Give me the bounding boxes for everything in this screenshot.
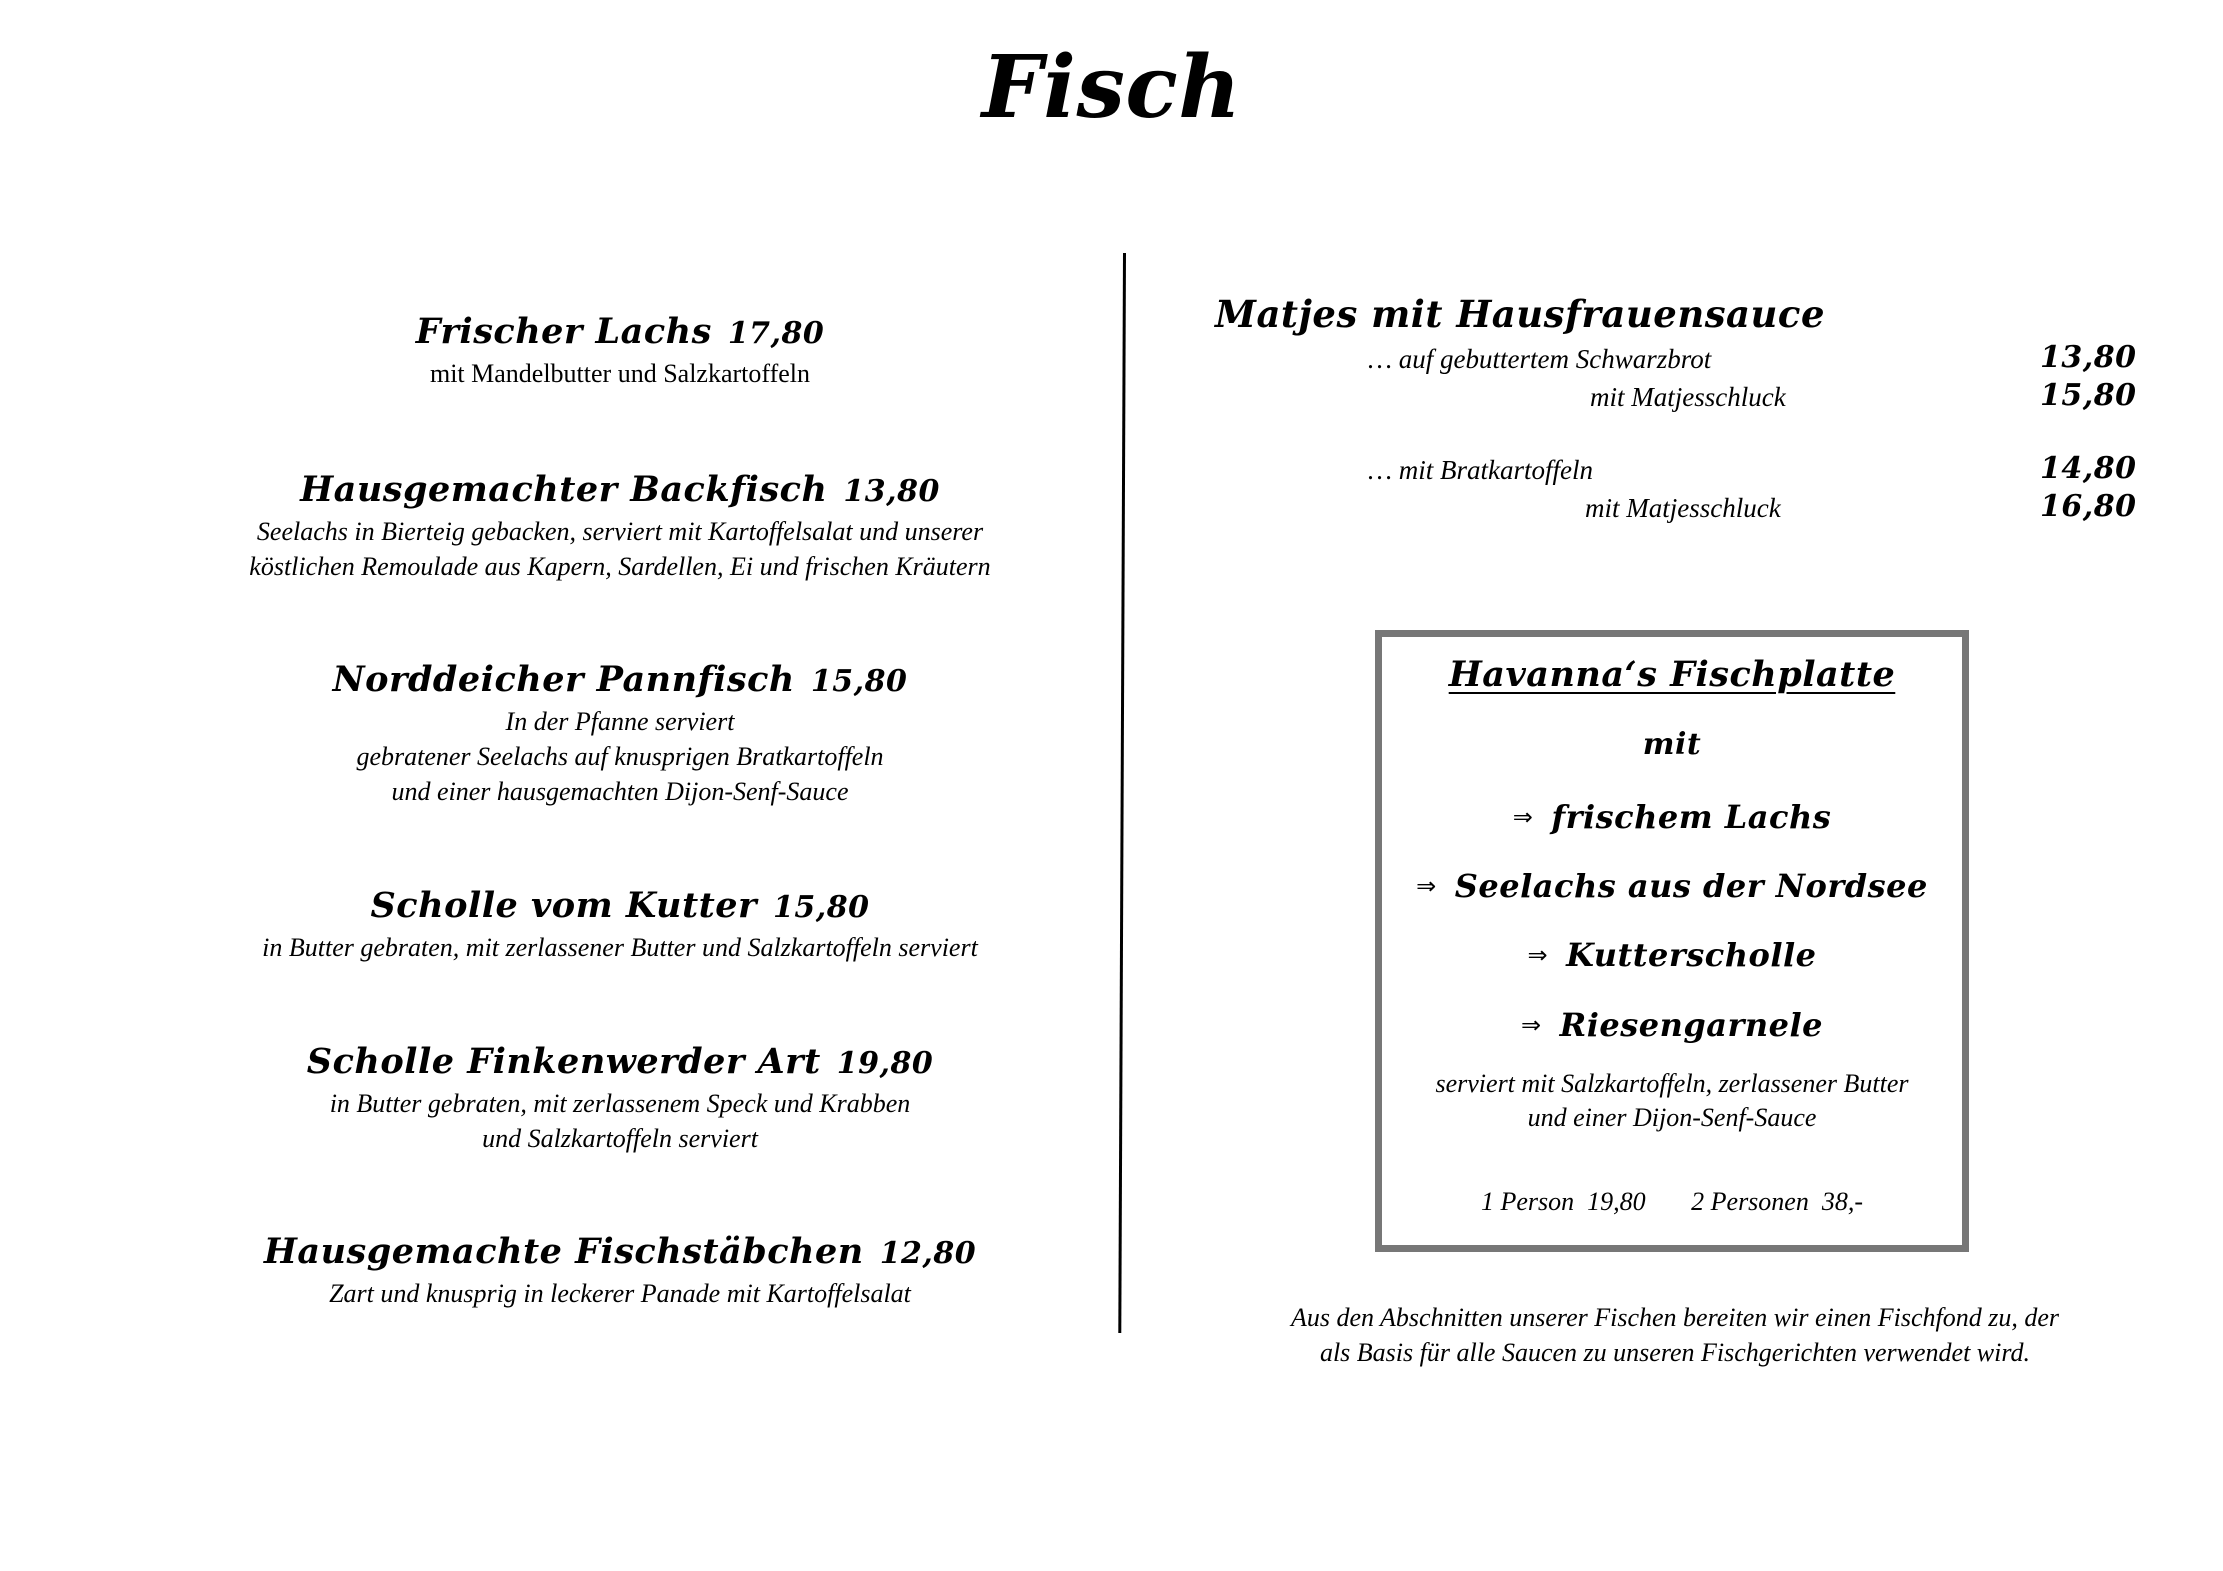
fischplatte-description	[1382, 1067, 1962, 1135]
dish-name: Hausgemachter Backfisch	[300, 469, 828, 510]
footnote-line: als Basis für alle Saucen zu unseren Fischgerichten verwendet wird.	[1319, 1338, 2031, 1367]
matjes-section	[1215, 290, 2135, 338]
dish-description: Seelachs in Bierteig gebacken, serviert mit Kartoffelsalat und unserer	[256, 517, 984, 546]
dish-description: Zart und knusprig in leckerer Panade mit Kartoffelsalat	[329, 1279, 911, 1308]
arrow-right-icon: ⇒	[1512, 803, 1534, 831]
matjes-option-price: 15,80	[2040, 378, 2137, 413]
dish-name: Scholle Finkenwerder Art	[306, 1041, 821, 1082]
dish-price: 15,80	[810, 664, 908, 699]
dish-pannfisch	[180, 658, 1060, 809]
dish-price: 17,80	[727, 316, 825, 351]
matjes-option-label: mit Matjesschluck	[1590, 382, 1786, 412]
footnote-line: Aus den Abschnitten unserer Fischen bereiten wir einen Fischfond zu, der	[1290, 1303, 2060, 1332]
dish-backfisch	[180, 468, 1060, 584]
matjes-title: Matjes mit Hausfrauensauce	[1215, 292, 1826, 336]
fischplatte-item	[1382, 933, 1962, 977]
dish-name: Frischer Lachs	[415, 311, 712, 352]
dish-name: Scholle vom Kutter	[370, 885, 757, 926]
dish-description: in Butter gebraten, mit zerlassener Butter und Salzkartoffeln serviert	[262, 933, 978, 962]
column-divider	[1118, 253, 1126, 1333]
dish-price: 15,80	[773, 890, 870, 925]
fischplatte-item-label: Kutterscholle	[1566, 936, 1817, 974]
matjes-option-label: mit Matjesschluck	[1585, 493, 1781, 523]
matjes-option-price: 14,80	[2040, 451, 2137, 486]
fischplatte-description-line: serviert mit Salzkartoffeln, zerlassener Butter	[1435, 1069, 1909, 1098]
matjes-option-label: … auf gebuttertem Schwarzbrot	[1368, 344, 1712, 374]
fischplatte-box	[1375, 630, 1969, 1252]
dish-description: und einer hausgemachten Dijon-Senf-Sauce	[391, 777, 849, 806]
dish-description: köstlichen Remoulade aus Kapern, Sardellen, Ei und frischen Kräutern	[249, 552, 991, 581]
dish-scholle-kutter	[180, 884, 1060, 965]
fischplatte-description-line: und einer Dijon-Senf-Sauce	[1527, 1103, 1817, 1132]
fischplatte-item	[1382, 1003, 1962, 1047]
dish-price: 13,80	[843, 474, 940, 509]
dish-frischer-lachs	[180, 310, 1060, 391]
fischplatte-item-label: frischem Lachs	[1551, 798, 1832, 836]
dish-name: Norddeicher Pannfisch	[332, 659, 795, 700]
dish-description: mit Mandelbutter und Salzkartoffeln	[429, 359, 811, 388]
dish-description: In der Pfanne serviert	[505, 707, 735, 736]
dish-description: gebratener Seelachs auf knusprigen Bratkartoffeln	[356, 742, 884, 771]
arrow-right-icon: ⇒	[1416, 872, 1437, 900]
footnote	[1215, 1300, 2135, 1370]
matjes-option-label: … mit Bratkartoffeln	[1368, 455, 1593, 485]
dish-description: und Salzkartoffeln serviert	[482, 1124, 758, 1153]
dish-price: 19,80	[836, 1046, 934, 1081]
dish-description: in Butter gebraten, mit zerlassenem Speck und Krabben	[329, 1089, 911, 1118]
dish-scholle-finkenwerder	[180, 1040, 1060, 1156]
matjes-option-price: 13,80	[2040, 340, 2137, 375]
arrow-right-icon: ⇒	[1521, 1011, 1542, 1039]
page-title: Fisch	[981, 37, 1242, 138]
fischplatte-item-label: Seelachs aus der Nordsee	[1454, 867, 1928, 905]
fischplatte-item-label: Riesengarnele	[1559, 1006, 1823, 1044]
fischplatte-item	[1382, 864, 1962, 908]
dish-name: Hausgemachte Fischstäbchen	[263, 1231, 864, 1272]
dish-fischstaebchen	[180, 1230, 1060, 1311]
fischplatte-title: Havanna‘s Fischplatte	[1448, 654, 1896, 695]
fischplatte-mit: mit	[1642, 727, 1702, 762]
arrow-right-icon: ⇒	[1527, 941, 1549, 969]
fischplatte-prices: 1 Person 19,80 2 Personen 38,-	[1480, 1187, 1863, 1216]
dish-price: 12,80	[879, 1236, 977, 1271]
fischplatte-item	[1382, 795, 1962, 839]
matjes-option-price: 16,80	[2040, 489, 2137, 524]
